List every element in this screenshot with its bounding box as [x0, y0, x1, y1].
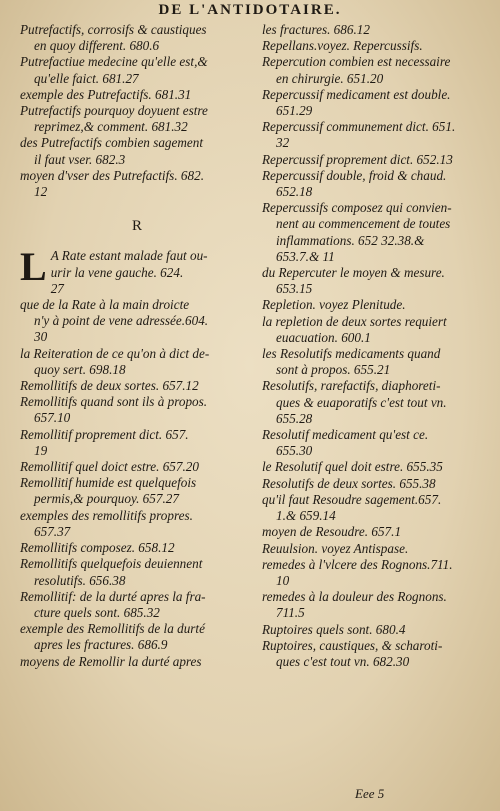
index-entry-line: 651.29: [276, 103, 313, 119]
index-entry: [262, 541, 484, 557]
index-entry-line: sont à propos. 655.21: [276, 362, 391, 378]
index-entry-line: remedes à l'vlcere des Rognons.711.: [262, 556, 453, 572]
index-entry-line: Repellans.voyez. Repercussifs.: [262, 38, 423, 54]
index-entry-line: reprimez,& comment. 681.32: [34, 119, 188, 135]
index-entry-line: que de la Rate à la main droicte: [20, 297, 190, 313]
index-entry: [20, 589, 254, 621]
index-entry-line: 30: [34, 329, 48, 345]
index-entry-line: exemples des remollitifs propres.: [20, 507, 193, 523]
index-entry-line: 1.& 659.14: [276, 508, 336, 524]
index-entry: [20, 22, 254, 54]
index-entry-line: 653.15: [276, 281, 313, 297]
index-entry-line: 10: [276, 572, 290, 588]
index-entry-line: moyen de Resoudre. 657.1: [262, 524, 402, 540]
index-entry-line: 657.37: [34, 523, 71, 539]
index-entry: [262, 38, 484, 54]
index-entry-line: Remollitif proprement dict. 657.: [20, 426, 189, 442]
index-entry-line: Remollitifs quand sont ils à propos.: [20, 394, 208, 410]
index-entry-line: 657.10: [34, 410, 71, 426]
index-entry-line: A Rate estant malade faut ou-: [50, 248, 208, 264]
index-entry: [20, 556, 254, 588]
index-entry-line: euacuation. 600.1: [276, 329, 371, 345]
index-entry-line: Remollitifs de deux sortes. 657.12: [20, 378, 199, 394]
index-entry-line: Ruptoires, caustiques, & scharoti-: [262, 637, 443, 653]
index-entry-line: Ruptoires quels sont. 680.4: [262, 621, 406, 637]
index-entry-line: la repletion de deux sortes requiert: [262, 313, 447, 329]
index-entry: [20, 394, 254, 426]
index-entry-line: quoy sert. 698.18: [34, 361, 126, 377]
index-entry: [262, 557, 484, 589]
index-entry-line: resolutifs. 656.38: [34, 572, 126, 588]
index-entry-line: Remollitif: de la durté apres la fra-: [20, 588, 206, 604]
index-entry-line: Resolutifs de deux sortes. 655.38: [262, 475, 436, 491]
left-column: [20, 22, 254, 670]
index-entry-line: qu'elle faict. 681.27: [34, 70, 139, 86]
index-entry: [20, 54, 254, 86]
index-entry-line: Remollitif quel doict estre. 657.20: [20, 459, 199, 475]
index-entry-line: Putrefactifs, corrosifs & caustiques: [20, 22, 207, 37]
index-entry-line: urir la vene gauche. 624.: [50, 264, 184, 280]
index-entry: [262, 476, 484, 492]
index-entry-line: les Resolutifs medicaments quand: [262, 346, 441, 362]
index-entry: [262, 22, 484, 38]
right-column: [262, 22, 484, 670]
index-entry-line: Repercution combien est necessaire: [262, 54, 451, 70]
index-entry: [262, 492, 484, 524]
index-entry-line: 19: [34, 442, 48, 458]
index-entry-line: Remollitifs quelquefois deuiennent: [20, 556, 203, 572]
index-entry-line: 32: [276, 135, 290, 151]
left-section-entries: [20, 244, 254, 669]
index-entry-line: 27: [50, 280, 64, 296]
index-entry: [20, 244, 254, 297]
index-entry: [262, 54, 484, 86]
index-entry-line: nent au commencement de toutes: [276, 216, 451, 232]
section-r-entries: [20, 244, 254, 669]
index-entry-line: moyen d'vser des Putrefactifs. 682.: [20, 167, 204, 183]
index-entry-line: Reuulsion. voyez Antispase.: [262, 540, 409, 556]
index-entry: [20, 475, 254, 507]
index-entry: [262, 589, 484, 621]
index-entry: [262, 427, 484, 459]
index-entry: [20, 654, 254, 670]
index-entry-line: 655.28: [276, 410, 313, 426]
index-entry-line: Repercussif proprement dict. 652.13: [262, 151, 453, 167]
index-entry-line: Remollitifs composez. 658.12: [20, 540, 175, 556]
index-entry-line: Putrefactiue medecine qu'elle est,&: [20, 54, 208, 70]
index-entry: [262, 524, 484, 540]
index-entry-line: les fractures. 686.12: [262, 22, 370, 37]
index-entry: [20, 427, 254, 459]
index-entry: [20, 87, 254, 103]
index-entry-line: Repercussif communement dict. 651.: [262, 119, 456, 135]
index-entry: [20, 540, 254, 556]
index-entry: [20, 135, 254, 167]
index-entry-line: 12: [34, 184, 48, 200]
drop-cap-letter: L: [20, 244, 47, 290]
index-entry: [20, 508, 254, 540]
index-entry: [20, 378, 254, 394]
index-entry-line: 711.5: [276, 605, 305, 621]
index-entry-line: Repercussif double, froid & chaud.: [262, 167, 447, 183]
index-entry-line: 653.7.& 11: [276, 248, 335, 264]
index-entry-line: apres les fractures. 686.9: [34, 637, 168, 653]
index-entry-line: qu'il faut Resoudre sagement.657.: [262, 491, 442, 507]
index-entry: [262, 265, 484, 297]
index-entry-line: il faut vser. 682.3: [34, 151, 126, 167]
index-entry-line: 655.30: [276, 443, 313, 459]
index-entry-line: le Resolutif quel doit estre. 655.35: [262, 459, 443, 475]
index-entry-line: permis,& pourquoy. 657.27: [34, 491, 179, 507]
index-entry-line: la Reiteration de ce qu'on à dict de-: [20, 345, 210, 361]
index-entry-line: Remollitif humide est quelquefois: [20, 475, 197, 491]
index-entry-line: Repercussifs composez qui convien-: [262, 200, 452, 216]
index-entry-line: du Repercuter le moyen & mesure.: [262, 265, 445, 281]
index-entry: [20, 103, 254, 135]
index-entry: [262, 87, 484, 119]
index-entry: [20, 297, 254, 346]
index-entry-line: des Putrefactifs combien sagement: [20, 135, 203, 151]
index-entry: [262, 638, 484, 670]
index-entry: [262, 297, 484, 313]
running-head: DE L'ANTIDOTAIRE.: [158, 2, 342, 18]
index-entry-line: cture quels sont. 685.32: [34, 604, 160, 620]
index-entry-line: Putrefactifs pourquoy doyuent estre: [20, 103, 208, 119]
index-entry-line: ques c'est tout vn. 682.30: [276, 653, 410, 669]
index-entry-line: Resolutif medicament qu'est ce.: [262, 427, 429, 443]
index-entry: [262, 314, 484, 346]
index-entry-line: exemple des Putrefactifs. 681.31: [20, 86, 192, 102]
catchword: Eee 5: [355, 786, 385, 801]
index-entry-line: ques & euaporatifs c'est tout vn.: [276, 394, 447, 410]
right-entries: [262, 22, 484, 670]
index-entry: [20, 168, 254, 200]
index-entry: [262, 346, 484, 378]
index-entry: [262, 378, 484, 427]
index-entry-line: remedes à la douleur des Rognons.: [262, 589, 447, 605]
section-letter: R: [131, 218, 142, 235]
index-entry-line: moyens de Remollir la durté apres: [20, 653, 202, 669]
index-entry: [262, 168, 484, 200]
index-entry-line: 652.18: [276, 184, 313, 200]
index-entry-line: Resolutifs, rarefactifs, diaphoreti-: [262, 378, 441, 394]
index-entry: [20, 459, 254, 475]
index-entry-line: Repletion. voyez Plenitude.: [262, 297, 406, 313]
index-entry: [262, 622, 484, 638]
index-entry-line: en chirurgie. 651.20: [276, 70, 384, 86]
index-entry-line: n'y à point de vene adressée.604.: [34, 313, 209, 329]
index-entry-line: en quoy different. 680.6: [34, 38, 160, 54]
left-top-entries: [20, 22, 254, 200]
index-entry-line: exemple des Remollitifs de la durté: [20, 621, 205, 637]
index-entry: [20, 621, 254, 653]
index-entry: [20, 346, 254, 378]
index-entry-line: inflammations. 652 32.38.&: [276, 232, 425, 248]
index-entry: [262, 119, 484, 151]
index-entry-line: Repercussif medicament est double.: [262, 86, 451, 102]
index-entry: [262, 152, 484, 168]
index-entry: [262, 459, 484, 475]
index-entry: [262, 200, 484, 265]
